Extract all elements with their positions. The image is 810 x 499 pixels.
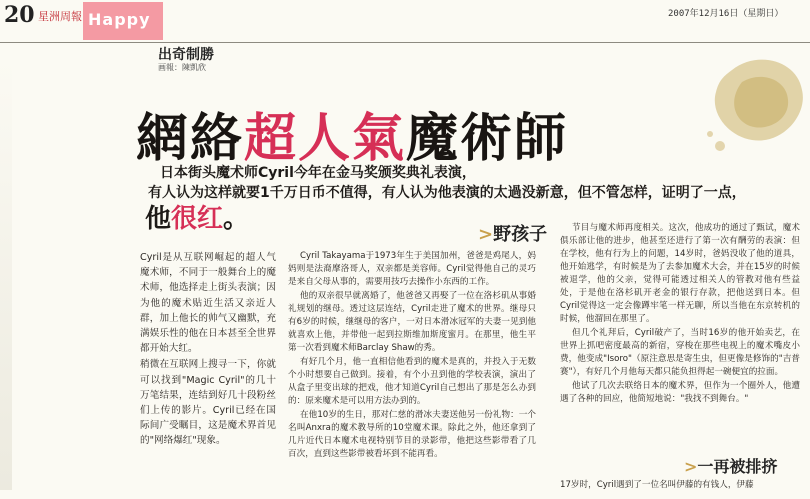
intro-column [140, 250, 276, 486]
headline-part-1: 網絡 [136, 108, 245, 169]
body2-paragraph-1: Cyril Takayama于1973年生于美国加州，爸爸是鸡尾人，妈妈则是法裔摩洛哥人，双亲都是美容师。Cyril觉得他自己的灵巧是来自父母从事的，需要用技巧去操作小东西的工作。 [288, 251, 536, 287]
section-tag: Happy [88, 10, 151, 29]
header-rule [0, 42, 810, 43]
body2-paragraph-4: 在他10岁的生日，那对仁慈的滑冰夫妻送他另一份礼物：一个名叫Anxra的魔术教导所的10堂魔术课。除此之外，他还拿到了几片近代日本魔术电视特别节目的录影带，他把这些影带看了几百次，直到这些影带被看坏到不能再看。 [288, 410, 536, 459]
deck-line-1: 日本街头魔术师Cyril今年在金马奖颁奖典礼表演， [160, 165, 476, 181]
body-column-3-continuation: 17岁时，Cyril遇到了一位名叫伊藤的有钱人，伊藤 [560, 480, 754, 490]
deck-line-3-highlight: 很红 [171, 204, 224, 234]
body-column-3 [560, 222, 800, 450]
paint-splash-decoration [702, 50, 810, 160]
page-number: 20 [4, 2, 35, 28]
headline-part-2: 超人氣 [244, 108, 407, 169]
deck-line-2: 有人认为这样就要1千万日币不值得，有人认为他表演的太過没新意，但不管怎样，证明了一点， [148, 185, 746, 201]
body2-paragraph-2: 他的双亲很早就离婚了，他爸爸又再娶了一位在洛杉矶从事婚礼规划的继母。透过这层连结，Cyril走进了魔术的世界。继母只有6岁的时候，继继母的客户，一对日本滑冰冠军的夫妻一见到他就喜欢上他，并带他一起到拉斯维加斯度蜜月。在那里，他生平第一次看到魔术师Barclay Shaw的秀。 [288, 291, 536, 353]
body3-paragraph-3: 他试了几次去联络日本的魔术界，但作为一个圈外人，他遭遇了各种的回应，他简短地说："我找不到舞台。" [560, 381, 800, 404]
subheadline [684, 454, 777, 477]
subheadline-text: 一再被排挤 [697, 457, 778, 476]
body3-paragraph-1: 节目与魔术师再度相关。这次，他成功的通过了甄试，魔术俱乐部让他的进步，他甚至还进行了第一次有酬劳的表演：但在学校，他有行为上的问题，14岁时，爸妈没收了他的道具，他开始逃学，有时候是为了去参加魔术大会，并在15岁的时候被退学，他的父亲，觉得可能透过相关人的管教对他有些益处，于是他在洛杉矶开老金的银行存款，把他送到日本。但Cyril觉得这一定会像蹲牢笔一样无聊，所以当他在东京转机的时候，他溜回在那里了。 [560, 223, 800, 324]
issue-date: 2007年12月16日（星期日） [668, 9, 784, 19]
byline-mark: > [478, 224, 494, 245]
deck-line-3 [145, 198, 249, 235]
deck-line-3-prefix: 他 [145, 204, 172, 234]
intro-paragraph-1: Cyril是从互联网崛起的超人气魔术师，不同于一般舞台上的魔术师，他选择走上街头表演；因为他的魔术贴近生活又亲近人群，加上他长的帅气又幽默，充满娱乐性的他在日本甚至全世界都开始大红。 [140, 252, 276, 355]
headline [136, 96, 568, 171]
byline-name: 野孩子 [493, 224, 548, 245]
page-edge-shadow [0, 60, 12, 490]
headline-part-3: 魔術師 [406, 108, 569, 169]
body-column-2 [288, 250, 536, 496]
column-title: 出奇制勝 [158, 47, 214, 63]
deck-line-3-suffix: 。 [223, 204, 250, 234]
byline [478, 220, 547, 246]
subheadline-mark: > [684, 457, 698, 476]
body2-paragraph-3: 有好几个月，他一直相信他看到的魔术是真的，并投入于无数个小时想要自己做到。接着，有个小丑到他的学校表演，演出了从盒子里变出球的把戏，他才知道Cyril自己想出了那是怎么办到的：原来魔术是可以用方法办到的。 [288, 357, 536, 406]
section-name: 星洲周報 [38, 10, 82, 23]
intro-paragraph-2: 稍微在互联网上搜寻一下，你就可以找到"Magic Cyril"的几十万笔结果，连结到好几十段粉丝们上传的影片。Cyril已经在国际间广受瞩目，这是魔术界首见的"网络爆红"现象。 [140, 359, 276, 447]
body3-paragraph-2: 但几个礼拜后，Cyril破产了，当时16岁的他开始卖艺，在世界上抓吧密度最高的新宿，穿梭在那些电视上的魔术嘴皮小费，他变成"Isoro"（原注意思是寄生虫，但更像是修饰的"吉普赛"），有好几个月他每天都只能负担得起一碗便宜的拉面。 [560, 328, 800, 377]
column-author: 画報：陳凱欣 [158, 63, 206, 72]
